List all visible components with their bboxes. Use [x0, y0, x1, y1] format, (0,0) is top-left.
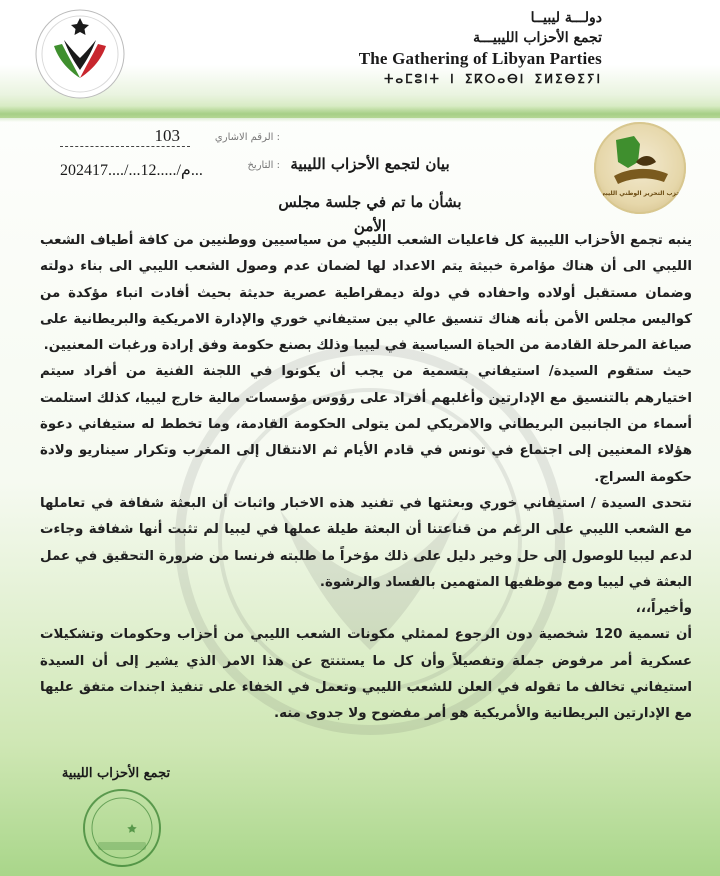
- reference-number-label: الرقم الاشاري :: [214, 132, 280, 143]
- organization-name-tifinagh: ⵜⴰⵎⵓⵏⵜ ⵏ ⵉⴽⵔⴰⴱⵏ ⵉⵍⵉⴱⵉⵢⵏ: [384, 72, 602, 86]
- organization-name-english: The Gathering of Libyan Parties: [358, 49, 602, 68]
- body-paragraph-4: أن تسمية 120 شخصية دون الرجوع لممثلي مكونات الشعب الليبي من أحزاب وحكومات وتشكيلات عسكرية أمر مرفوض جملة وتفصيلاً وأن كل ما يستنتج عن هذا الامر الذي يشير إلى أن السيدة استيفاني تخالف ما تقوله في العلن للشعب الليبي وتعمل في الخفاء على تنفيذ اجندات متفق عليها مع الإدارتين البريطانية والأمريكية هو أمر مفضوح ولا جدوى منه.: [40, 627, 692, 722]
- reference-date-row: [40, 154, 280, 182]
- statement-body: [40, 228, 692, 728]
- reference-date-label: التاريخ :: [247, 160, 280, 171]
- reference-block: [40, 126, 280, 182]
- statement-subtitle: بشأن ما تم في جلسة مجلس الأمن: [278, 193, 462, 235]
- party-badge: [594, 122, 686, 214]
- body-paragraph-1: ينبه تجمع الأحزاب الليبية كل فاعليات الشعب الليبي من سياسيين ووطنيين من كافة أطياف الشعب الليبي الى أن هناك مؤامرة خبيثة يتم الاعداد لها لضمان عدم وصول الشعب الليبي الى بناء دولته وضمان مستقبل أولاده واحفاده في دولة ديمقراطية عصرية حديثة بحيث أفادت انباء مؤكدة من كواليس مجلس الأمن بأنه هناك تنسيق عالي بين ستيفاني خوري والإدارة الامريكية والبريطانية على صياغة المرحلة القادمة من الحياة السياسية في ليبيا وذلك بصنع حكومة وفق إرادة ورغبات المعنيين.: [40, 233, 692, 354]
- reference-number-line: [60, 146, 190, 147]
- badge-caption: حزب التحرير الوطني الليبي: [599, 190, 681, 197]
- letterhead-text: [302, 8, 602, 88]
- body-paragraph-2: حيث ستقوم السيدة/ استيفاني بتسمية من يجب أن يكونوا في اللجنة الفنية من أفراد سيتم اختيارهم بالتنسيق مع الإدارتين وأغلبهم أفراد على رؤوس مؤسسات مالية خارج ليبيا، كذلك استلمت أسماء من الجانبين البريطاني والامريكي لمن يتولى الحكومة القادمة، وما تخطط له ستيفاني دعوة هؤلاء المعنيين إلى اجتماع في تونس في قادم الأيام ثم الانتقال إلى المغرب وتكرار سيناريو ولادة حكومة السراج.: [40, 364, 692, 485]
- reference-number-row: [40, 126, 280, 154]
- reference-number-value: 103: [154, 126, 180, 145]
- organization-name-arabic: تجمع الأحزاب الليبيـــة: [473, 30, 602, 46]
- statement-title: بيان لتجمع الأحزاب الليبية: [290, 155, 450, 173]
- body-paragraph-3: نتحدى السيدة / استيفاني خوري وبعثتها في تفنيد هذه الاخبار واثبات أن البعثة شفافة في تعاملها مع الشعب الليبي على الرغم من قناعتنا أن البعثة طيلة عملها في ليبيا لم تثبت أنها شفافة وجاءت لدعم ليبيا للوصول إلى حل وخير دليل على ذلك مؤخراً ما طلبته فرنسا من ضرورة التحقيق في عمل البعثة في ليبيا ومع موظفيها المتهمين بالفساد والرشوة.: [40, 495, 692, 590]
- reference-date-value: 2024م/.....12.../....17...: [60, 162, 203, 179]
- signature-name: تجمع الأحزاب الليبية: [61, 766, 171, 781]
- statement-titles: [270, 152, 470, 238]
- state-name: دولـــة ليبيــا: [530, 10, 602, 26]
- body-finally: وأخيراً،،،: [635, 601, 692, 617]
- party-logo: [24, 4, 136, 104]
- signature-block: [56, 766, 176, 781]
- official-stamp: [80, 786, 164, 870]
